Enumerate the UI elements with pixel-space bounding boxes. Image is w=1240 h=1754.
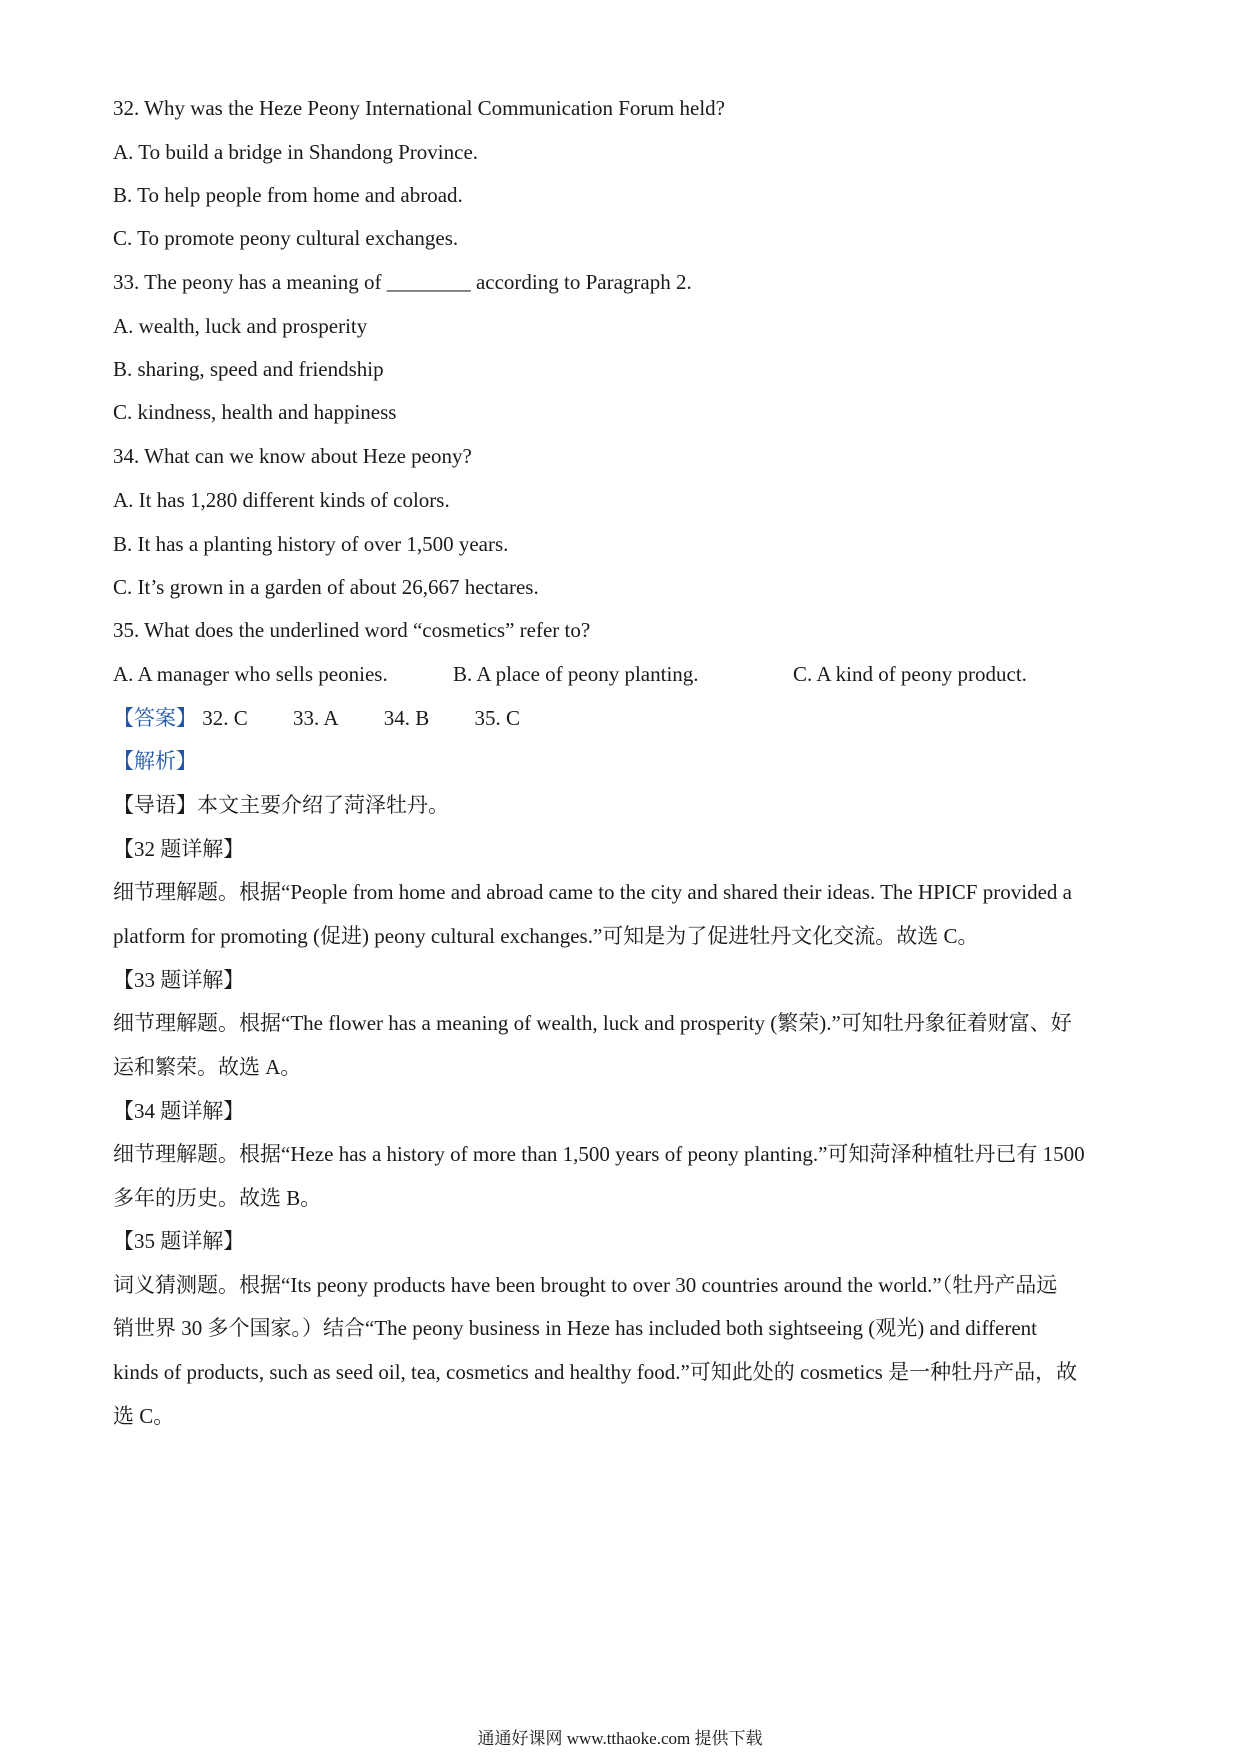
detail-35-line-2: 销世界 30 多个国家。）结合“The peony business in Heze has included both sightseeing (观光) and different [113,1316,1038,1340]
detail-34-line-1: 细节理解题。根据“Heze has a history of more than 1,500 years of peony planting.”可知菏泽种植牡丹已有 1500 [113,1142,1085,1166]
detail-33-line-1: 细节理解题。根据“The flower has a meaning of wealth, luck and prosperity (繁荣).”可知牡丹象征着财富、好 [113,1011,1072,1035]
question-33-option-c: C. kindness, health and happiness [113,400,397,424]
detail-34-line-2: 多年的历史。故选 B。 [113,1186,322,1210]
detail-32-line-1: 细节理解题。根据“People from home and abroad came to the city and shared their ideas. The HPICF provided a [113,880,1072,904]
detail-32-heading: 【32 题详解】 [113,837,245,861]
answer-tag: 【答案】 [113,706,197,730]
page-footer: 通通好课网 www.tthaoke.com 提供下载 [477,1729,763,1748]
question-33-option-b: B. sharing, speed and friendship [113,357,384,381]
question-32-option-b: B. To help people from home and abroad. [113,183,463,207]
question-35-options [113,660,1133,688]
question-33-stem: 33. The peony has a meaning of ________ according to Paragraph 2. [113,270,692,294]
question-34-option-a: A. It has 1,280 different kinds of colors. [113,488,450,512]
question-35-option-a: A. A manager who sells peonies. [113,662,388,686]
question-32-option-a: A. To build a bridge in Shandong Province. [113,140,479,164]
answer-item-34: 34. B [383,706,430,730]
question-32-option-c: C. To promote peony cultural exchanges. [113,226,459,250]
detail-35-line-1: 词义猜测题。根据“Its peony products have been brought to over 30 countries around the world.”（牡丹产品远 [113,1273,1058,1297]
analysis-tag: 【解析】 [113,749,197,773]
analysis-intro: 【导语】本文主要介绍了菏泽牡丹。 [113,793,449,817]
detail-35-heading: 【35 题详解】 [113,1229,245,1253]
question-32-stem: 32. Why was the Heze Peony International Communication Forum held? [113,96,725,120]
answer-item-32: 32. C [202,706,248,730]
question-34-option-b: B. It has a planting history of over 1,500 years. [113,532,509,556]
detail-35-line-3: kinds of products, such as seed oil, tea, cosmetics and healthy food.”可知此处的 cosmetics 是一种牡丹产品，故 [113,1360,1078,1384]
question-33-option-a: A. wealth, luck and prosperity [113,314,368,338]
answer-line [113,704,1133,732]
detail-32-line-2: platform for promoting (促进) peony cultural exchanges.”可知是为了促进牡丹文化交流。故选 C。 [113,924,979,948]
answer-item-33: 33. A [293,706,339,730]
detail-34-heading: 【34 题详解】 [113,1099,245,1123]
detail-35-line-4: 选 C。 [113,1404,175,1428]
question-34-stem: 34. What can we know about Heze peony? [113,444,472,468]
detail-33-line-2: 运和繁荣。故选 A。 [113,1055,302,1079]
detail-33-heading: 【33 题详解】 [113,968,245,992]
question-35-option-b: B. A place of peony planting. [453,662,699,686]
question-35-option-c: C. A kind of peony product. [793,662,1027,686]
question-34-option-c: C. It’s grown in a garden of about 26,667 hectares. [113,575,539,599]
answer-item-35: 35. C [474,706,521,730]
question-35-stem: 35. What does the underlined word “cosmetics” refer to? [113,618,591,642]
